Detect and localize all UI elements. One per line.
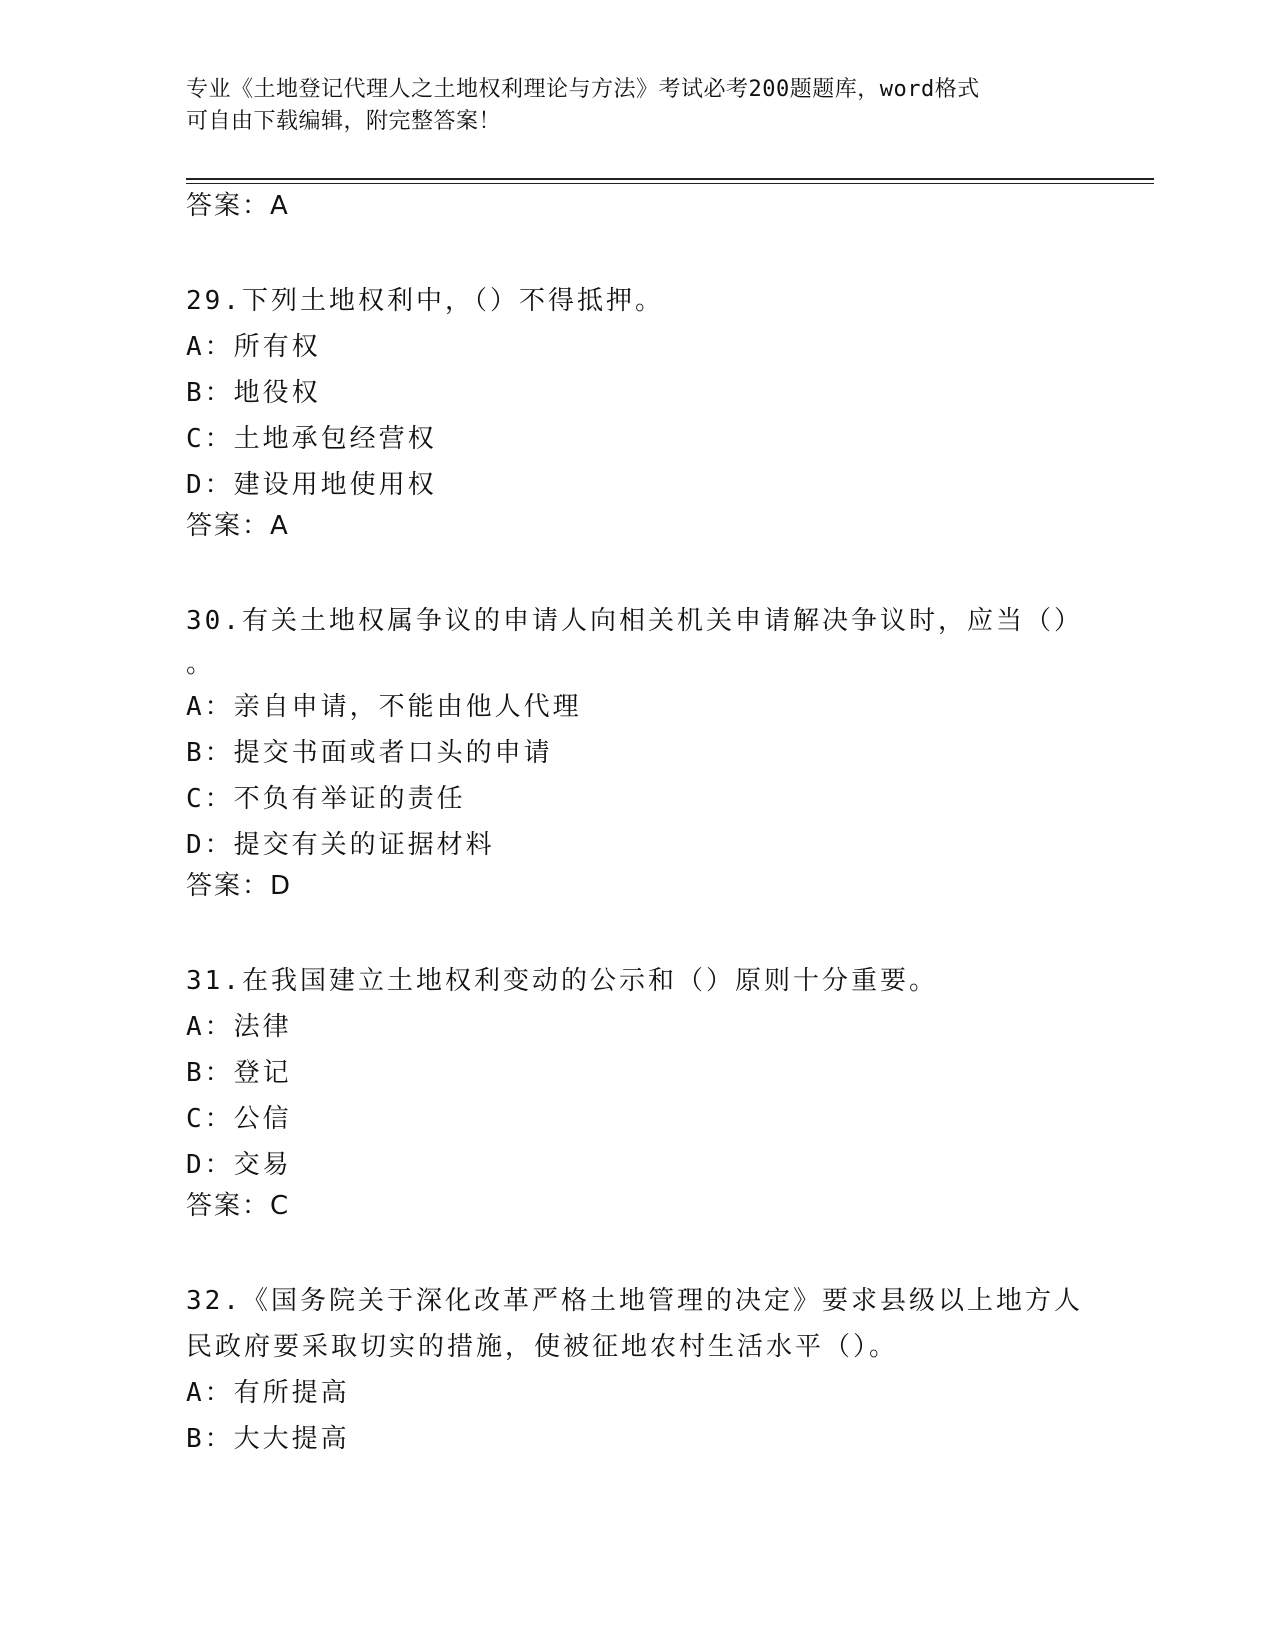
question-stem: 30.有关土地权属争议的申请人向相关机关申请解决争议时，应当（） (186, 606, 1083, 636)
answer-line: 答案：A (186, 191, 290, 221)
option-b: B：登记 (186, 1058, 292, 1088)
question-stem: 29.下列土地权利中，（）不得抵押。 (186, 286, 664, 316)
option-a: A：有所提高 (186, 1378, 350, 1408)
option-a: A：亲自申请，不能由他人代理 (186, 692, 582, 722)
header-divider-thin (186, 183, 1154, 184)
option-d: D：提交有关的证据材料 (186, 830, 495, 860)
question-29 (186, 278, 1086, 542)
option-c: C：不负有举证的责任 (186, 784, 466, 814)
option-c: C：土地承包经营权 (186, 424, 437, 454)
option-b: B：提交书面或者口头的申请 (186, 738, 553, 768)
header-line-1: 专业《土地登记代理人之土地权利理论与方法》考试必考200题题库，word格式 (186, 77, 980, 102)
question-31 (186, 958, 1086, 1222)
header-line-2: 可自由下载编辑，附完整答案！ (186, 109, 502, 134)
document-header (186, 74, 1066, 138)
option-a: A：所有权 (186, 332, 321, 362)
option-d: D：交易 (186, 1150, 292, 1180)
option-a: A：法律 (186, 1012, 292, 1042)
option-c: C：公信 (186, 1104, 292, 1134)
question-stem: 31.在我国建立土地权利变动的公示和（）原则十分重要。 (186, 966, 938, 996)
question-30 (186, 598, 1086, 902)
option-b: B：大大提高 (186, 1424, 350, 1454)
option-b: B：地役权 (186, 378, 321, 408)
question-32 (186, 1278, 1086, 1462)
option-d: D：建设用地使用权 (186, 470, 437, 500)
question-stem-continued: 。 (186, 649, 216, 679)
answer-line: 答案：C (186, 1191, 291, 1221)
question-stem-continued: 民政府要采取切实的措施，使被征地农村生活水平（）。 (186, 1332, 899, 1362)
header-divider (186, 178, 1154, 180)
question-stem: 32.《国务院关于深化改革严格土地管理的决定》要求县级以上地方人 (186, 1286, 1083, 1316)
question-list (186, 190, 1086, 1462)
answer-line: 答案：D (186, 871, 293, 901)
answer-line: 答案：A (186, 511, 290, 541)
